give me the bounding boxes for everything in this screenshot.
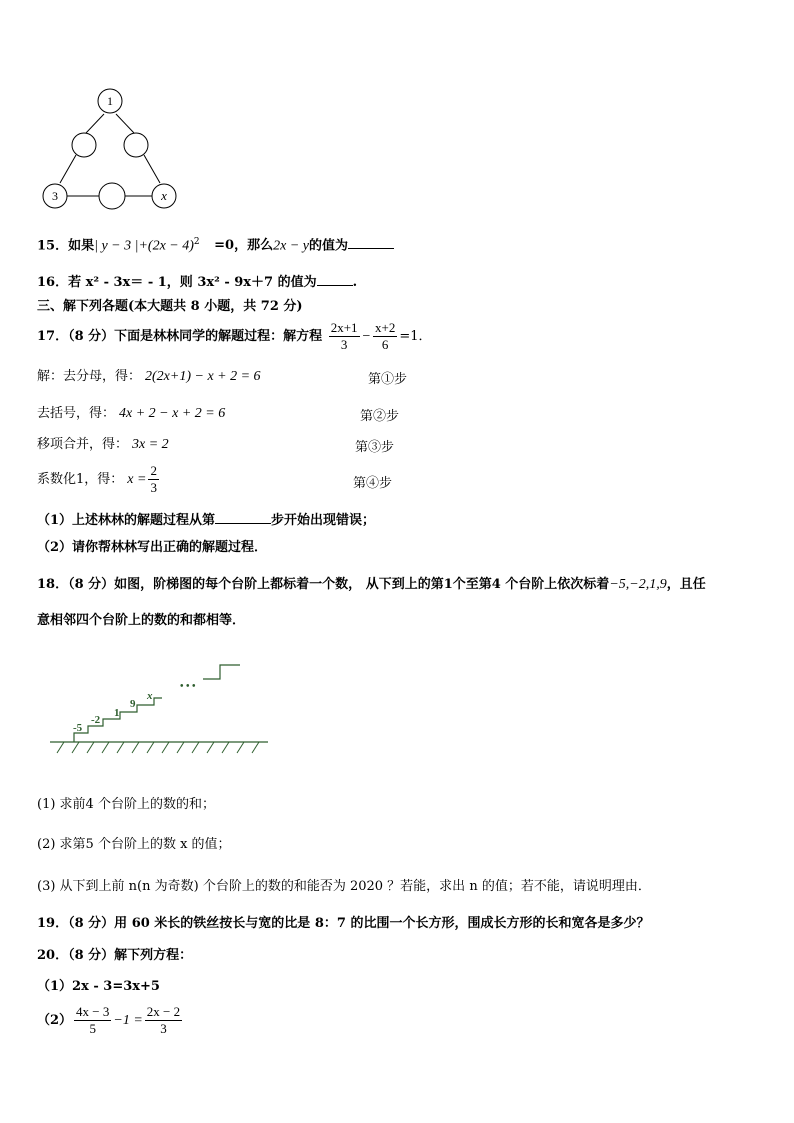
stair-label-1: -5 <box>73 722 83 734</box>
q15-answer-blank[interactable] <box>348 234 394 249</box>
question-18-line-1 <box>37 576 706 594</box>
q17-step-2-label: 去括号，得： <box>37 406 116 421</box>
q17-step-4 <box>37 463 161 497</box>
question-20-title: 20．（8 分）解下列方程： <box>37 948 193 963</box>
question-15 <box>37 233 394 255</box>
q17-step-1-marker: 第①步 <box>368 372 408 387</box>
q17-step-2-marker: 第②步 <box>360 409 400 424</box>
staircase-figure <box>0 655 794 775</box>
q18-sub-2: (2) 求第5 个台阶上的数 x 的值； <box>37 837 231 852</box>
triangle-figure <box>0 0 794 230</box>
node-bottom-mid <box>99 183 125 209</box>
q20-fraction-1: $\frac{4x - 3}{5}$ <box>76 1004 110 1036</box>
node-right-mid <box>124 133 148 157</box>
q16-end: . <box>352 275 358 290</box>
q17-minus: − <box>361 329 371 344</box>
question-16 <box>37 271 357 292</box>
section-3-heading: 三、解下列各题(本大题共 8 小题，共 72 分) <box>37 299 303 314</box>
q20-sub-1: （1）2x - 3=3x+5 <box>37 979 160 994</box>
q17-sub-1 <box>37 509 375 530</box>
q18-numbers: −5,−2,1,9 <box>609 577 667 592</box>
q17-step-3-expr: 3x = 2 <box>132 437 169 452</box>
q17-step-4-marker: 第④步 <box>353 476 393 491</box>
q18-sub-1: (1) 求前4 个台阶上的数的和； <box>37 797 215 812</box>
stair-label-2: -2 <box>91 714 101 726</box>
q17-step-1-expr: 2(2x+1) − x + 2 = 6 <box>145 369 261 384</box>
q18-sub-3: (3) 从下到上前 n(n 为奇数) 个台阶上的数的和能否为 2020 ？若能，求出 n 的值；若不能，请说明理由． <box>37 879 651 894</box>
q17-step-2-expr: 4x + 2 − x + 2 = 6 <box>119 406 226 421</box>
q18-line-1-text: 18．（8 分）如图，阶梯图的每个台阶上都标着一个数， 从下到上的第1个至第4 个台阶上依次标着 <box>37 577 610 592</box>
q17-intro-text: 17．（8 分）下面是林林同学的解题过程：解方程 <box>37 329 323 344</box>
q20-fraction-2: $\frac{2x - 2}{3}$ <box>146 1004 181 1036</box>
q20-sub-2-label: （2） <box>37 1013 73 1028</box>
q17-step-4-label: 系数化1，得： <box>37 472 124 487</box>
q17-step-4-lhs: x = <box>127 472 147 487</box>
q17-rhs: =1． <box>399 329 432 344</box>
q17-fraction-2: $\frac{x+2}{6}$ <box>375 320 396 352</box>
q17-sub-1-text-a: （1）上述林林的解题过程从第 <box>37 513 216 528</box>
stair-ellipsis: • • • <box>180 681 196 692</box>
q17-step-3-label: 移项合并，得： <box>37 437 129 452</box>
q16-answer-blank[interactable] <box>317 271 353 286</box>
q15-suffix: 的值为 <box>308 238 348 254</box>
q17-sub-1-text-b: 步开始出现错误； <box>271 513 376 528</box>
q15-prefix: 15．如果 <box>37 238 95 254</box>
stair-label-4: 9 <box>130 698 136 710</box>
q20-mid: −1 = <box>113 1013 143 1028</box>
q15-square-expr: +(2x − 4) <box>138 238 194 254</box>
q15-eq: =0，那么 <box>214 238 274 254</box>
q17-step-2 <box>37 405 225 423</box>
node-left-mid <box>72 133 96 157</box>
q15-exponent: 2 <box>193 237 200 247</box>
node-top-label: 1 <box>107 94 113 108</box>
q17-step-1-label: 解：去分母，得： <box>37 369 142 384</box>
q15-abs-expr: | y − 3 | <box>94 238 139 254</box>
q15-target: 2x − y <box>273 238 309 254</box>
q16-text: 16．若 x² - 3x＝ - 1，则 3x² - 9x＋7 的值为 <box>37 275 317 290</box>
q17-step-blank[interactable] <box>215 509 271 524</box>
q20-sub-2 <box>37 1003 184 1039</box>
question-17-intro <box>37 320 432 354</box>
question-19: 19．（8 分）用 60 米长的铁丝按长与宽的比是 8：7 的比围一个长方形，围成长方形的长和宽各是多少？ <box>37 916 650 931</box>
stair-label-5: x <box>147 690 153 702</box>
stair-label-3: 1 <box>114 707 120 719</box>
q17-step-4-fraction: $\frac{2}{3}$ <box>150 463 157 495</box>
question-18-line-2: 意相邻四个台阶上的数的和都相等． <box>37 613 246 628</box>
q17-sub-2: （2）请你帮林林写出正确的解题过程． <box>37 540 268 555</box>
q18-line-1-end: ，且任 <box>666 577 706 592</box>
node-bottom-left-label: 3 <box>52 189 58 203</box>
node-bottom-right-label: x <box>161 188 167 203</box>
q17-step-3-marker: 第③步 <box>355 440 395 455</box>
q17-fraction-1: $\frac{2x+1}{3}$ <box>330 320 358 352</box>
q17-step-1 <box>37 368 261 386</box>
q17-step-3 <box>37 436 169 454</box>
